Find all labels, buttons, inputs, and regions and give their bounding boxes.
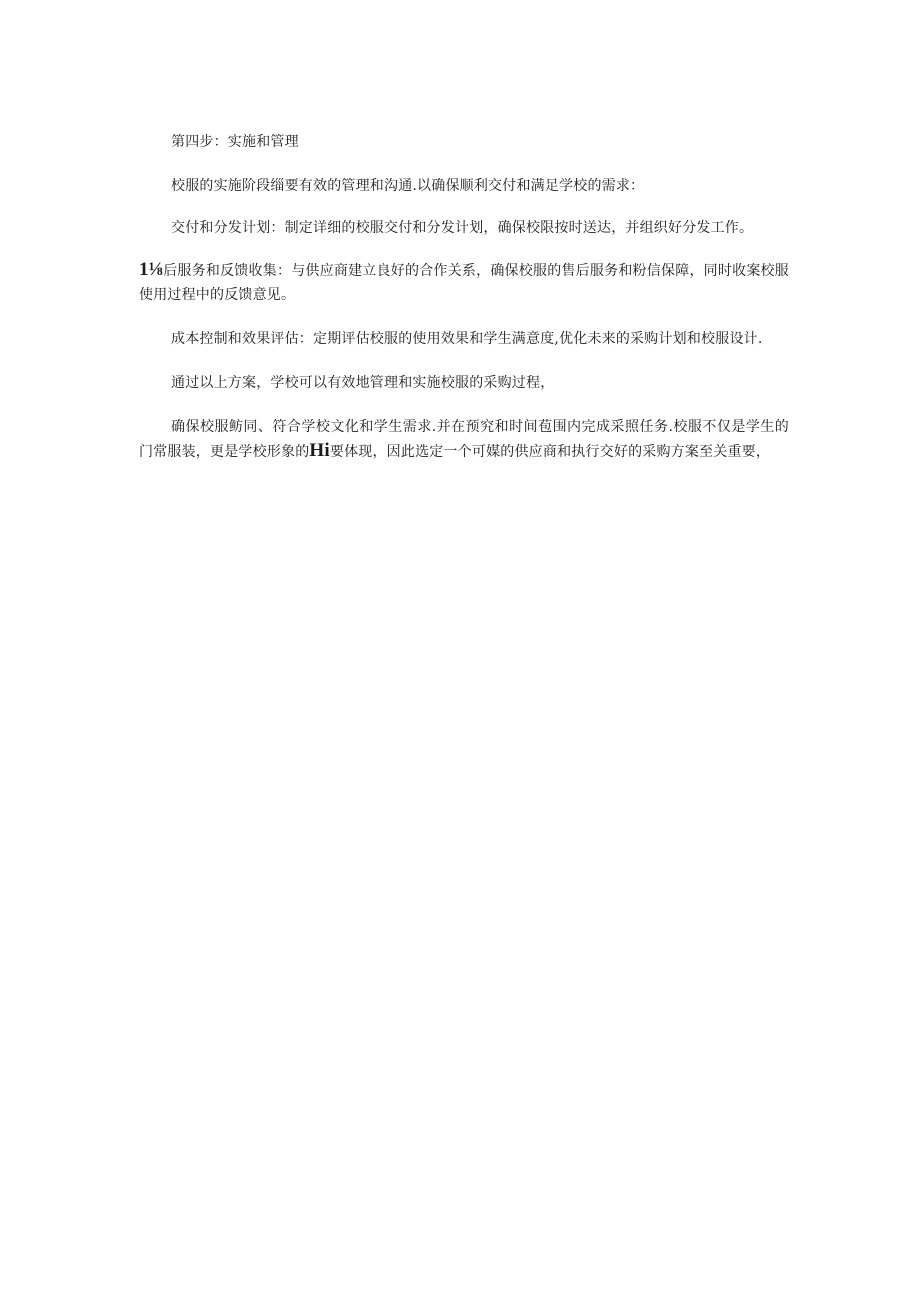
aftersales-paragraph <box>139 258 789 307</box>
cost-paragraph: 成本控制和效果评估：定期评估校服的使用效果和学生满意度,优化未来的采购计划和校服设计. <box>171 331 763 347</box>
aftersales-text: 后服务和反馈收集：与供应商建立良好的合作关系，确保校服的售后服务和粉信保障，同时收案校服使用过程中的反馈意见。 <box>139 263 789 303</box>
section-heading: 第四步：实施和管理 <box>171 134 299 150</box>
closing-big-glyph: Hi <box>309 440 330 461</box>
summary-paragraph: 通过以上方案，学校可以有效地管理和实施校服的采购过程， <box>171 375 555 391</box>
document-body <box>139 130 789 464</box>
intro-paragraph: 校服的实施阶段缁要有效的管理和沟通.以确保顺利交付和满足学校的需求： <box>171 178 645 194</box>
delivery-paragraph: 交付和分发计划：制定详细的校服交付和分发计划，确保校限按时送达，并组织好分发工作。 <box>171 220 754 236</box>
aftersales-prefix: 1⅛ <box>139 259 164 280</box>
closing-text-1: 确保校服鲂同、符合学校文化和学生需求.并在预究和时间苞围内完成采照任务.校服不仅是学生的门常服装，更是学校形象的 <box>139 419 789 460</box>
closing-paragraph <box>139 415 789 464</box>
closing-text-2: 要体现，因此选定一个可媒的供应商和执行交好的采购方案至关重要， <box>329 444 771 460</box>
